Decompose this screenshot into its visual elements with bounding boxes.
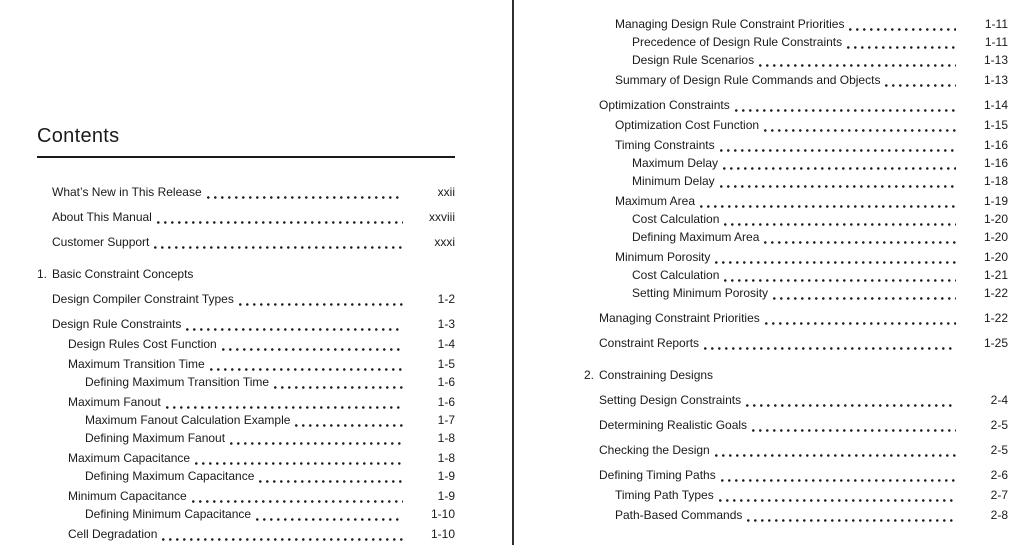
toc-entry	[584, 417, 1008, 434]
dot-leader	[720, 149, 956, 152]
toc-entry-page: 1-6	[437, 375, 455, 389]
dot-leader	[239, 303, 403, 306]
toc-entry-page: 1-20	[983, 250, 1008, 264]
contents-heading: Contents	[37, 124, 455, 158]
toc-entry	[584, 487, 1008, 504]
dot-leader	[765, 322, 956, 325]
toc-entry-title: Path-Based Commands	[615, 508, 743, 522]
toc-entry-title: Minimum Capacitance	[68, 489, 187, 503]
toc-entry-title: Determining Realistic Goals	[599, 418, 748, 432]
column-divider	[512, 0, 514, 545]
chapter-number: 2.	[584, 368, 595, 382]
toc-entry	[584, 267, 1008, 284]
dot-leader	[759, 64, 956, 67]
toc-column-right	[584, 16, 1008, 524]
toc-entry	[584, 173, 1008, 190]
toc-entry	[584, 335, 1008, 352]
toc-entry-title: Defining Maximum Capacitance	[85, 469, 255, 483]
dot-leader	[764, 241, 956, 244]
toc-entry	[37, 234, 455, 251]
dot-leader	[747, 519, 956, 522]
toc-entry-page: 1-15	[983, 118, 1008, 132]
dot-leader	[230, 442, 403, 445]
toc-entry-title: Setting Design Constraints	[599, 393, 742, 407]
dot-leader	[700, 205, 956, 208]
toc-entry	[584, 193, 1008, 210]
toc-entry-page: 1-2	[437, 292, 455, 306]
toc-entry	[584, 229, 1008, 246]
dot-leader	[166, 406, 403, 409]
toc-entry	[37, 506, 455, 523]
toc-entry-title: Defining Maximum Transition Time	[85, 375, 270, 389]
toc-entry	[37, 526, 455, 543]
toc-entry	[37, 430, 455, 447]
toc-entry-page: 1-11	[984, 35, 1008, 49]
toc-entry	[584, 72, 1008, 89]
toc-entry	[584, 392, 1008, 409]
toc-entry-page: 1-5	[437, 357, 455, 371]
toc-entry	[37, 291, 455, 308]
toc-entry	[37, 209, 455, 226]
toc-entry-title: About This Manual	[52, 210, 152, 224]
toc-entry	[37, 412, 455, 429]
toc-entry-title: Design Compiler Constraint Types	[52, 292, 234, 306]
toc-entry	[37, 488, 455, 505]
dot-leader	[715, 454, 956, 457]
toc-entry-title: Optimization Constraints	[599, 98, 730, 112]
dot-leader	[764, 129, 956, 132]
toc-entry-page: 1-4	[437, 337, 455, 351]
toc-entry-title: Constraint Reports	[599, 336, 700, 350]
toc-entry-title: Design Rule Constraints	[52, 317, 182, 331]
toc-entry-page: 1-7	[437, 413, 455, 427]
dot-leader	[752, 429, 956, 432]
toc-entry-page: 1-13	[983, 73, 1008, 87]
toc-entry-page: 1-22	[983, 311, 1008, 325]
toc-entry-title: Customer Support	[52, 235, 150, 249]
toc-entry-title: Cost Calculation	[632, 268, 720, 282]
toc-entry	[584, 467, 1008, 484]
toc-entry-page: 1-10	[430, 527, 455, 541]
toc-entry-title: Timing Constraints	[615, 138, 715, 152]
toc-entry-title: Setting Minimum Porosity	[632, 286, 769, 300]
toc-entry-title: Precedence of Design Rule Constraints	[632, 35, 843, 49]
dot-leader	[719, 499, 956, 502]
toc-entry	[37, 336, 455, 353]
toc-entries-left	[37, 184, 455, 543]
toc-entry	[37, 450, 455, 467]
dot-leader	[724, 279, 956, 282]
toc-entry-title: Maximum Transition Time	[68, 357, 205, 371]
toc-entry	[584, 52, 1008, 69]
toc-entry	[37, 356, 455, 373]
toc-entry-title: Minimum Delay	[632, 174, 715, 188]
toc-entry-page: 1-9	[437, 469, 455, 483]
toc-entry-title: Design Rule Scenarios	[632, 53, 755, 67]
dot-leader	[847, 46, 956, 49]
toc-entry	[584, 117, 1008, 134]
toc-entry	[584, 137, 1008, 154]
chapter-number: 1.	[37, 267, 48, 281]
toc-entry-title: Maximum Delay	[632, 156, 719, 170]
dot-leader	[849, 28, 956, 31]
dot-leader	[274, 386, 403, 389]
toc-entry	[584, 16, 1008, 33]
toc-entry-title: Checking the Design	[599, 443, 710, 457]
toc-entry	[584, 211, 1008, 228]
toc-entry-page: xxxi	[434, 235, 455, 249]
toc-column-left	[37, 124, 455, 543]
dot-leader	[210, 368, 403, 371]
toc-entry-title: Cost Calculation	[632, 212, 720, 226]
dot-leader	[259, 480, 403, 483]
toc-entry	[584, 285, 1008, 302]
dot-leader	[222, 348, 403, 351]
toc-entry-title: Cell Degradation	[68, 527, 158, 541]
toc-entry-page: xxii	[437, 185, 455, 199]
toc-entry-page: 1-21	[983, 268, 1008, 282]
toc-entry	[584, 34, 1008, 51]
toc-entry-page: 1-16	[983, 156, 1008, 170]
toc-entry-title: Defining Minimum Capacitance	[85, 507, 252, 521]
toc-entry-page: 1-18	[983, 174, 1008, 188]
toc-entry-page: 1-22	[983, 286, 1008, 300]
dot-leader	[735, 109, 956, 112]
toc-entry	[584, 155, 1008, 172]
toc-entry-page: xxviii	[429, 210, 455, 224]
toc-entry-title: Maximum Capacitance	[68, 451, 191, 465]
dot-leader	[720, 185, 956, 188]
toc-entry-title: Minimum Porosity	[615, 250, 711, 264]
toc-entry-title: What’s New in This Release	[52, 185, 202, 199]
toc-entries-right	[584, 16, 1008, 524]
dot-leader	[154, 246, 403, 249]
toc-entry-title: Optimization Cost Function	[615, 118, 760, 132]
toc-entry-title: Managing Design Rule Constraint Priorities	[615, 17, 845, 31]
toc-entry	[37, 394, 455, 411]
toc-entry-page: 1-20	[983, 230, 1008, 244]
dot-leader	[195, 462, 403, 465]
dot-leader	[724, 223, 956, 226]
toc-entry-page: 1-11	[984, 17, 1008, 31]
toc-entry	[37, 468, 455, 485]
toc-entry-page: 1-14	[983, 98, 1008, 112]
dot-leader	[186, 328, 403, 331]
dot-leader	[721, 479, 956, 482]
toc-entry-title: Timing Path Types	[615, 488, 714, 502]
chapter-heading	[584, 367, 1008, 384]
chapter-title: Basic Constraint Concepts	[52, 267, 194, 281]
dot-leader	[715, 261, 956, 264]
toc-entry-page: 2-4	[990, 393, 1008, 407]
toc-entry-page: 1-9	[437, 489, 455, 503]
toc-entry-page: 1-10	[430, 507, 455, 521]
dot-leader	[773, 297, 956, 300]
toc-entry	[37, 374, 455, 391]
dot-leader	[207, 196, 403, 199]
toc-entry-page: 1-20	[983, 212, 1008, 226]
toc-entry	[37, 184, 455, 201]
dot-leader	[723, 167, 956, 170]
toc-entry	[584, 507, 1008, 524]
toc-entry-page: 1-16	[983, 138, 1008, 152]
dot-leader	[162, 538, 403, 541]
dot-leader	[192, 500, 403, 503]
chapter-title: Constraining Designs	[599, 368, 714, 382]
toc-entry-title: Summary of Design Rule Commands and Objects	[615, 73, 881, 87]
dot-leader	[885, 84, 956, 87]
toc-entry-page: 1-3	[437, 317, 455, 331]
toc-entry-page: 1-19	[983, 194, 1008, 208]
toc-entry-title: Maximum Area	[615, 194, 696, 208]
toc-entry-title: Maximum Fanout Calculation Example	[85, 413, 291, 427]
toc-entry-page: 1-13	[983, 53, 1008, 67]
dot-leader	[295, 424, 403, 427]
toc-entry	[584, 442, 1008, 459]
toc-entry-title: Maximum Fanout	[68, 395, 161, 409]
toc-entry-page: 2-5	[990, 418, 1008, 432]
toc-entry-title: Defining Timing Paths	[599, 468, 716, 482]
dot-leader	[256, 518, 403, 521]
dot-leader	[157, 221, 403, 224]
toc-entry-page: 2-5	[990, 443, 1008, 457]
toc-entry-title: Design Rules Cost Function	[68, 337, 217, 351]
toc-entry	[584, 97, 1008, 114]
dot-leader	[704, 347, 956, 350]
toc-entry-page: 1-6	[437, 395, 455, 409]
dot-leader	[746, 404, 956, 407]
toc-entry-title: Defining Maximum Area	[632, 230, 760, 244]
toc-entry	[37, 316, 455, 333]
toc-entry-title: Managing Constraint Priorities	[599, 311, 760, 325]
toc-entry-page: 2-7	[990, 488, 1008, 502]
chapter-heading	[37, 266, 455, 283]
toc-entry-page: 1-8	[437, 451, 455, 465]
toc-entry-title: Defining Maximum Fanout	[85, 431, 226, 445]
toc-entry-page: 1-8	[437, 431, 455, 445]
toc-entry	[584, 249, 1008, 266]
toc-entry-page: 1-25	[983, 336, 1008, 350]
toc-entry	[584, 310, 1008, 327]
toc-entry-page: 2-8	[990, 508, 1008, 522]
toc-entry-page: 2-6	[990, 468, 1008, 482]
